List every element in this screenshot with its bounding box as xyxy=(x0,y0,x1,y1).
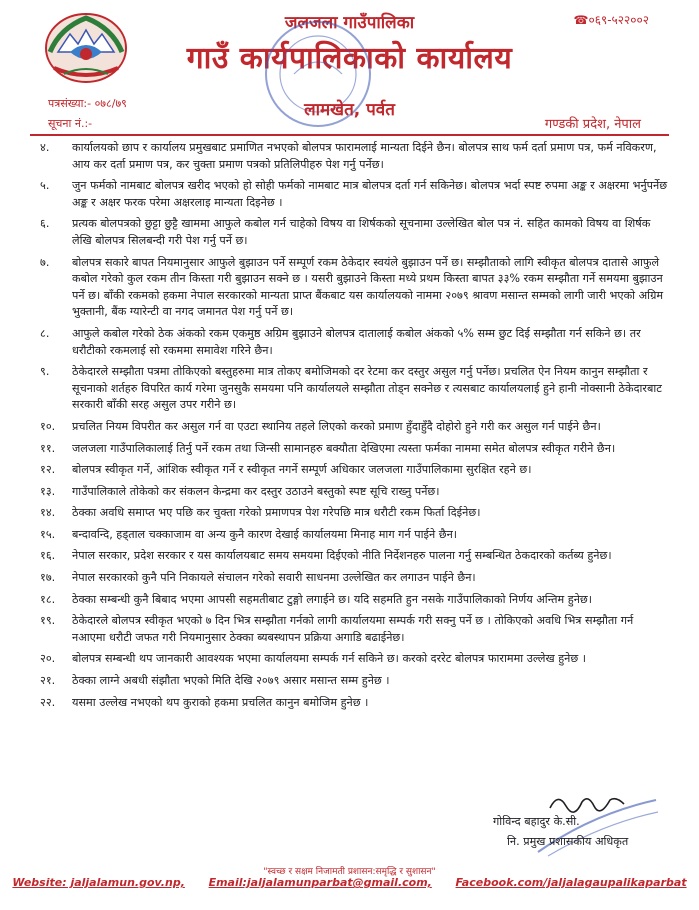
clause-item xyxy=(40,505,670,522)
office-location: लामखेत, पर्वत xyxy=(304,100,395,120)
website-link[interactable]: Website: jaljalamun.gov.np, xyxy=(12,876,185,889)
clause-text: ठेकेदारले सम्झौता पत्रमा तोकिएको बस्तुहरुमा मात्र तोकए बमोजिमको दर रेटमा कर दस्तुर असुल गर्नु पर्नेछ। प्रचलित ऐन नियम कानुन सम्झौता र सूचनाको शर्तहरु विपरित कार्य गरेमा जुनसुकै समयमा पनि कार्यालयले सम्झौता तोड्न सक्नेछ र त्यसबाट कार्यालयलाई हुने हानी नोक्सानी ठेकेदारबाट सरकारी बाँकी सरह असुल उपर गरीने छ। xyxy=(72,365,662,412)
clause-text: जुन फर्मको नामबाट बोलपत्र खरीद भएको हो सोही फर्मको नामबाट मात्र बोलपत्र दर्ता गर्न सकिनेछ। बोलपत्र भर्दा स्पष्ट रुपमा अङ्क र अक्षरमा भर्नुपर्नेछ अङ्क र अक्षर फरक परेमा अक्षरलाइ मान्यता दिइनेछ । xyxy=(72,179,668,209)
clause-number: ११. xyxy=(40,441,56,455)
clause-number: १९. xyxy=(40,614,56,628)
clause-number: १४. xyxy=(40,506,56,520)
clause-text: नेपाल सरकारको कुनै पनि निकायले संचालन गरेको सवारी साधनमा उल्लेखित कर लगाउन पाईने छैन। xyxy=(72,571,476,585)
clause-text: बन्दावन्दि, हड्ताल चक्काजाम वा अन्य कुनै कारण देखाई कार्यालयमा मिनाह माग गर्न पाईने छैन। xyxy=(72,527,458,541)
office-phone: ☎०६९-५२२००२ xyxy=(573,13,649,27)
clause-item xyxy=(40,178,670,211)
clause-number: ५. xyxy=(40,179,50,193)
clause-item xyxy=(40,326,670,359)
clause-item xyxy=(40,484,670,501)
clause-text: जलजला गाउँपालिकालाई तिर्नु पर्ने रकम तथा जिन्सी सामानहरु बक्यौता देखिएमा त्यस्ता फर्मका नाममा समेत बोलपत्र स्वीकृत गरीने छैन। xyxy=(72,441,616,455)
clause-text: आफुले कबोल गरेको ठेक अंकको रकम एकमुष्ठ अग्रिम बुझाउने बोलपत्र दातालाई कबोल अंकको ५% सम्म छुट दिई सम्झौता गर्न सकिने छ। तर धरौटीको रकमलाई सो रकममा समावेश गरिने छैन। xyxy=(72,326,641,357)
clause-text: बोलपत्र सम्बन्धी थप जानकारी आवश्यक भएमा कार्यालयमा सम्पर्क गर्न सकिने छ। करको दररेट बोलपत्र फाराममा उल्लेख हुनेछ । xyxy=(72,652,586,666)
clause-item xyxy=(40,651,670,668)
terms-list xyxy=(40,140,670,716)
clause-text: ठेक्का लाग्ने अबधी संझौता भएको मिति देखि २०७९ असार मसान्त सम्म हुनेछ । xyxy=(72,674,390,688)
clause-item xyxy=(40,364,670,414)
clause-text: गाउँपालिकाले तोकेको कर संकलन केन्द्रमा कर दस्तुर उठाउने बस्तुको स्पष्ट सूचि राख्नु पर्नेछ। xyxy=(72,484,440,498)
clause-number: २१. xyxy=(40,674,56,688)
signatory-title: नि. प्रमुख प्रशासकीय अधिकृत xyxy=(507,835,629,848)
signatory-name: गोविन्द बहादुर के.सी. xyxy=(493,815,580,828)
clause-item xyxy=(40,419,670,436)
clause-item xyxy=(40,613,670,646)
email-link[interactable]: Email:jaljalamunparbat@gmail.com, xyxy=(208,876,432,889)
clause-text: बोलपत्र सकारे बापत नियमानुसार आफुले बुझाउन पर्ने सम्पूर्ण रकम ठेकेदार स्वयंले बुझाउन पर्ने छ। सम्झौताको लागि स्वीकृत बोलपत्र दातासे आफुले कबोल गरेको कुल रकम तीन किस्ता गरी बुझाउन सक्ने छ । यसरी बुझाउने किस्ता मध्ये प्रथम किस्ता बापत ३३% रकम सम्झौता गर्ने समयमा बुझाउन पर्ने छ। बाँकी रकमको हकमा नेपाल सरकारको मान्यता प्राप्त बैंकबाट यस कार्यालयको नाममा २०७९ श्रावण मसान्त सम्मको लागी जारी भएको अग्रिम भुक्तानी, बैंक ग्यारेन्टी वा नगद जमानत पेश गर्नु पर्ने छ। xyxy=(72,255,664,319)
clause-text: ठेक्का अवधि समाप्त भए पछि कर चुक्ता गरेको प्रमाणपत्र पेश गरेपछि मात्र धरौटी रकम फिर्ता दिईनेछ। xyxy=(72,506,481,520)
clause-text: बोलपत्र स्वीकृत गर्ने, आंशिक स्वीकृत गर्ने र स्वीकृत नगर्ने सम्पूर्ण अधिकार जलजला गाउँपालिकामा सुरक्षित रहने छ। xyxy=(72,463,532,477)
clause-item xyxy=(40,527,670,544)
clause-text: नेपाल सरकार, प्रदेश सरकार र यस कार्यालयबाट समय समयमा दिईएको नीति निर्देशनहरु पालना गर्नु सम्बन्धित ठेकदारको कर्तब्य हुनेछ। xyxy=(72,549,612,563)
clause-text: ठेकेदारले बोलपत्र स्वीकृत भएको ७ दिन भित्र सम्झौता गर्नको लागी कार्यालयमा सम्पर्क गरी सक्नु पर्ने छ । तोकिएको अवधि भित्र सम्झौता गर्न नआएमा धरौटी जफत गरी नियमानुसार ठेक्का ब्यबस्थापन प्रक्रिया अगाडि बढाईनेछ। xyxy=(72,614,634,644)
clause-item xyxy=(40,695,670,712)
header-divider xyxy=(30,134,669,136)
clause-item xyxy=(40,673,670,690)
notice-number: सूचना नं.:- xyxy=(48,117,93,130)
clause-text: यसमा उल्लेख नभएको थप कुराको हकमा प्रचलित कानुन बमोजिम हुनेछ । xyxy=(72,695,369,709)
clause-number: ८. xyxy=(40,326,50,340)
clause-number: १८. xyxy=(40,592,56,606)
clause-item xyxy=(40,548,670,565)
reference-number: पत्रसंख्या:- ०७८/७९ xyxy=(48,97,127,110)
clause-number: ४. xyxy=(40,141,50,154)
facebook-link[interactable]: Facebook.com/jaljalagaupalikaparbat xyxy=(455,876,687,889)
clause-number: १५. xyxy=(40,527,56,541)
clause-item xyxy=(40,255,670,321)
clause-text: कार्यालयको छाप र कार्यालय प्रमुखबाट प्रमाणित नभएको बोलपत्र फारामलाई मान्यता दिईने छैन। बोलपत्र साथ फर्म दर्ता प्रमाण पत्र, फर्म नविकरण, आय कर दर्ता प्रमाण पत्र, कर चुक्ता प्रमाण पत्रको प्रतिलिपीहरु पेश गर्नु पर्नेछ। xyxy=(72,141,657,171)
clause-number: ६. xyxy=(40,217,50,231)
clause-number: २२. xyxy=(40,695,56,709)
clause-text: प्रत्यक बोलपत्रको छुट्टा छुट्टै खाममा आफुले कबोल गर्न चाहेको विषय वा शिर्षकको सूचनामा उल्लेखित बोल पत्र नं. सहित कामको विषय वा शिर्षक लेखि बोलपत्र सिलबन्दी गरी पेश गर्नु पर्ने छ। xyxy=(72,217,651,247)
clause-number: २०. xyxy=(40,652,56,666)
clause-text: प्रचलित नियम विपरीत कर असुल गर्न वा एउटा स्थानिय तहले लिएको करको प्रमाण हुँदाहुँदै दोहोरो हुने गरी कर असुल गर्न पाईने छैन। xyxy=(72,419,601,433)
office-name: गाउँ कार्यपालिकाको कार्यालय xyxy=(186,41,513,76)
clause-number: १७. xyxy=(40,571,56,585)
clause-item xyxy=(40,140,670,173)
municipality-name: जलजला गाउँपालिका xyxy=(284,13,415,33)
clause-text: ठेक्का सम्बन्धी कुनै बिबाद भएमा आपसी सहमतीबाट टुङ्गो लगाईने छ। यदि सहमति हुन नसके गाउँपालिकाको निर्णय अन्तिम हुनेछ। xyxy=(72,592,593,606)
clause-number: ९. xyxy=(40,365,50,379)
clause-number: ७. xyxy=(40,255,50,269)
clause-number: १६. xyxy=(40,549,56,563)
clause-item xyxy=(40,462,670,479)
footer-links xyxy=(0,876,699,889)
clause-item xyxy=(40,216,670,249)
footer-motto: "स्वच्छ र सक्षम निजामती प्रशासन:समृद्धि र सुशासन" xyxy=(263,867,436,877)
province-name: गण्डकी प्रदेश, नेपाल xyxy=(544,117,641,132)
clause-item xyxy=(40,441,670,458)
clause-item xyxy=(40,570,670,587)
clause-number: १०. xyxy=(40,419,56,433)
clause-item xyxy=(40,592,670,609)
clause-number: १३. xyxy=(40,484,56,498)
clause-number: १२. xyxy=(40,463,56,477)
